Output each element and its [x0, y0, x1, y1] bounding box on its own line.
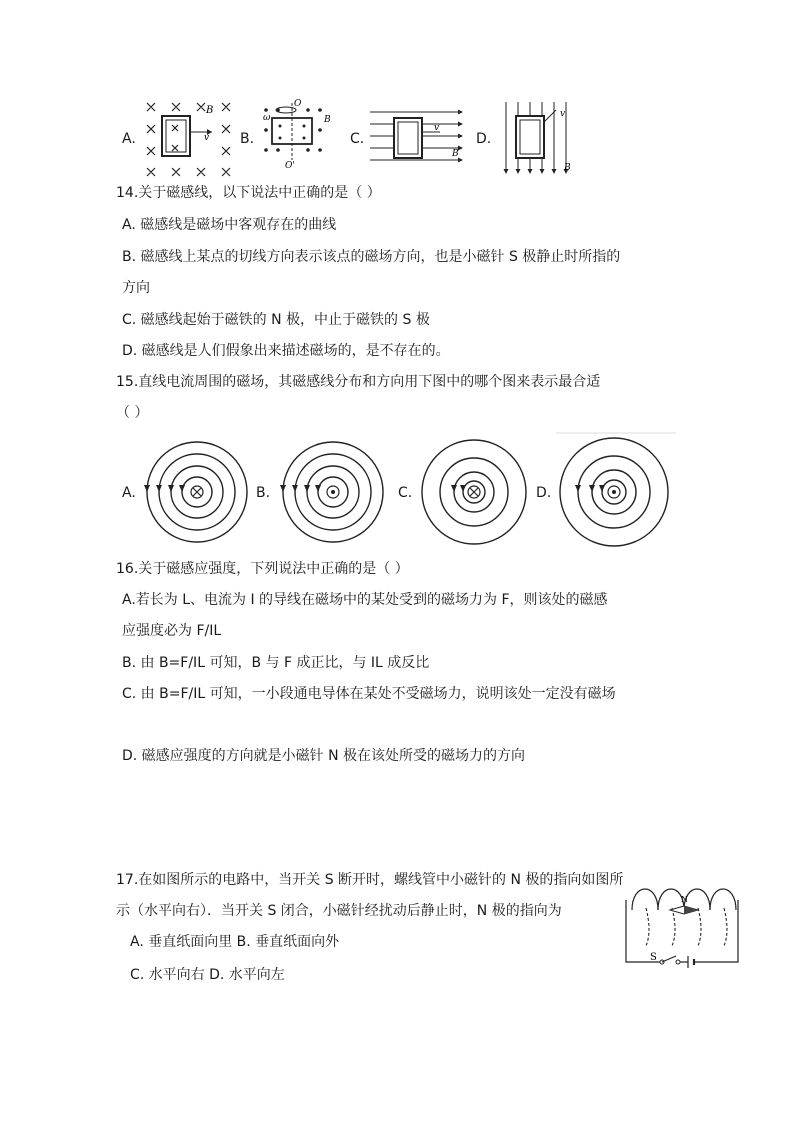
q16-option-a-line1: A.若长为 L、电流为 I 的导线在磁场中的某处受到的磁场力为 F，则该处的磁感	[122, 592, 608, 608]
direction-arrows	[280, 485, 321, 492]
cross-grid	[147, 103, 230, 176]
q13-option-d-label: D.	[476, 131, 492, 147]
label-n: N	[681, 895, 688, 904]
q13-figure-c	[368, 106, 468, 164]
q15-option-d-label: D.	[536, 485, 552, 501]
q17-stem-line2: 示（水平向右）．当开关 S 闭合，小磁针经扰动后静止时，N 极的指向为	[116, 903, 562, 919]
q13-figure-b	[258, 98, 343, 170]
q16-option-a-line2: 应强度必为 F/IL	[122, 623, 222, 639]
q15-figure-c	[418, 437, 530, 549]
q13-option-b-label: B.	[240, 131, 255, 147]
q14-option-c: C. 磁感线起始于磁铁的 N 极，中止于磁铁的 S 极	[122, 312, 430, 328]
q16-option-d: D. 磁感应强度的方向就是小磁针 N 极在该处所受的磁场力的方向	[122, 748, 526, 764]
q13-figure-a	[142, 98, 237, 178]
q13-figure-d	[498, 100, 578, 176]
q16-option-c: C. 由 B=F/IL 可知，一小段通电导体在某处不受磁场力，说明该处一定没有磁场	[122, 686, 616, 702]
q13-option-a-label: A.	[122, 131, 136, 147]
label-o-prime: O'	[285, 161, 295, 170]
q14-option-b-line1: B. 磁感线上某点的切线方向表示该点的磁场方向，也是小磁针 S 极静止时所指的	[122, 249, 621, 265]
q17-stem-line1: 17.在如图所示的电路中，当开关 S 断开时，螺线管中小磁针的 N 极的指向如图所	[116, 872, 624, 888]
q14-option-d: D. 磁感线是人们假象出来描述磁场的，是不存在的。	[122, 343, 450, 359]
q17-circuit-figure	[618, 880, 746, 972]
direction-arrows	[144, 485, 185, 492]
q14-stem: 14.关于磁感线，以下说法中正确的是（ ）	[116, 185, 381, 201]
q14-option-b-line2: 方向	[122, 280, 150, 296]
q15-option-b-label: B.	[256, 485, 271, 501]
q17-options-cd: C. 水平向右 D. 水平向左	[130, 967, 285, 983]
label-b: B	[324, 115, 331, 125]
q16-stem: 16.关于磁感应强度，下列说法中正确的是（ ）	[116, 561, 409, 577]
q15-figure-d	[554, 432, 678, 552]
q16-option-b: B. 由 B=F/IL 可知，B 与 F 成正比，与 IL 成反比	[122, 655, 430, 671]
label-v: v	[434, 123, 440, 133]
q15-stem-line2: （ ）	[116, 405, 149, 421]
q15-stem-line1: 15.直线电流周围的磁场，其磁感线分布和方向用下图中的哪个图来表示最合适	[116, 374, 601, 390]
q17-options-ab: A. 垂直纸面向里 B. 垂直纸面向外	[130, 934, 340, 950]
q15-option-a-label: A.	[122, 485, 136, 501]
label-v: v	[204, 133, 210, 143]
q14-option-a: A. 磁感线是磁场中客观存在的曲线	[122, 217, 337, 233]
q13-option-c-label: C.	[350, 131, 365, 147]
q15-figure-a	[140, 439, 250, 549]
label-o: O	[294, 99, 302, 109]
label-b: B	[452, 149, 459, 159]
q15-option-c-label: C.	[398, 485, 413, 501]
label-s: S	[650, 952, 657, 963]
label-omega: ω	[263, 113, 271, 123]
label-v: v	[560, 109, 566, 119]
direction-arrows	[575, 485, 605, 492]
label-b: B	[206, 105, 214, 116]
q15-figure-b	[278, 439, 388, 549]
label-b: B	[564, 163, 571, 173]
